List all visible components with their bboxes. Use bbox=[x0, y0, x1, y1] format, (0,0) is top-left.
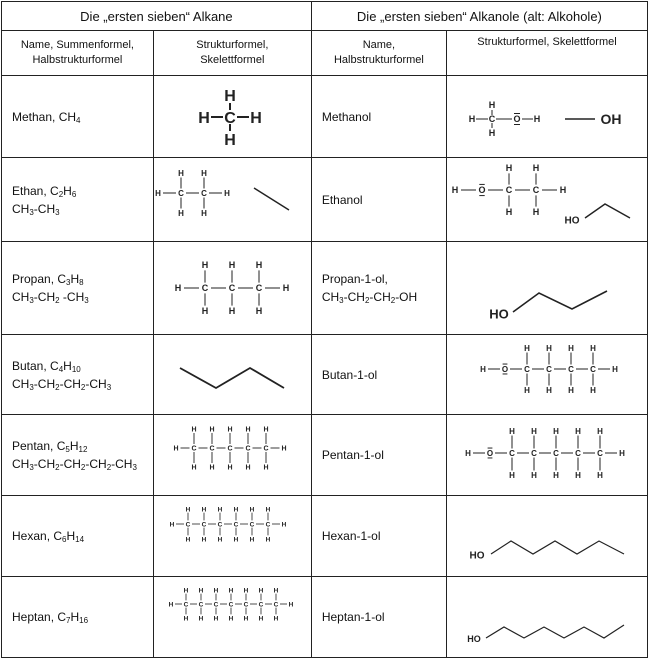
hydrogen-atom: H bbox=[281, 445, 287, 453]
hydrogen-atom: H bbox=[480, 364, 486, 374]
hydrogen-atom: H bbox=[201, 506, 207, 514]
table-row bbox=[2, 577, 648, 658]
alkane-name-col-header: Name, Summenformel, Halbstrukturformel bbox=[2, 31, 154, 76]
hydrogen-atom: H bbox=[505, 206, 513, 217]
molecular-formula: Pentan, $C_5H_{12}$ bbox=[12, 439, 88, 454]
hydrogen-atom: H bbox=[263, 464, 269, 472]
molecular-formula: Hexan, $C_6H_{14}$ bbox=[12, 529, 85, 544]
carbon-atom: C bbox=[255, 283, 263, 294]
hydrogen-atom: H bbox=[168, 601, 174, 609]
alkanol-name-cell bbox=[311, 158, 446, 242]
hydrogen-atom: H bbox=[185, 506, 191, 514]
carbon-atom: C bbox=[488, 113, 496, 124]
hydrogen-atom: H bbox=[273, 587, 279, 595]
carbon-atom: C bbox=[213, 601, 219, 609]
skeletal-formula bbox=[585, 204, 630, 218]
hydrogen-atom: H bbox=[546, 343, 552, 353]
hydrogen-atom: H bbox=[531, 426, 537, 436]
alkane-structure-col-header: Strukturformel, Skelettformel bbox=[153, 31, 311, 76]
alkane-structure-cell bbox=[153, 242, 311, 335]
hydroxyl-group: HO bbox=[469, 550, 485, 562]
hydrogen-atom: H bbox=[185, 536, 191, 544]
carbon-atom: C bbox=[228, 283, 236, 294]
alkane-structure-cell bbox=[153, 335, 311, 415]
hydrogen-atom: H bbox=[209, 426, 215, 434]
molecular-formula: Ethan, $C_2H_6$ bbox=[12, 183, 77, 199]
molecular-formula: Methan, $CH_4$ bbox=[12, 109, 81, 125]
alkanol-name-cell bbox=[311, 76, 446, 158]
hydrogen-atom: H bbox=[154, 188, 161, 198]
oxygen-atom: O bbox=[486, 448, 494, 458]
alkanol-name-cell bbox=[311, 496, 446, 577]
carbon-atom: C bbox=[183, 601, 189, 609]
hydrogen-atom: H bbox=[174, 283, 182, 294]
alkanol-name: Heptan-1-ol bbox=[321, 610, 385, 624]
alkanol-structure-cell bbox=[446, 415, 647, 496]
carbon-atom: C bbox=[245, 445, 251, 453]
alkanol-structure-col-header: Strukturformel, Skelettformel bbox=[446, 31, 647, 76]
alkane-name-cell bbox=[2, 158, 154, 242]
hydrogen-atom: H bbox=[509, 426, 515, 436]
molecular-formula: Heptan, $C_7H_{16}$ bbox=[12, 610, 89, 625]
molecule-drawing bbox=[154, 577, 311, 657]
alkanol-name-cell bbox=[311, 577, 446, 658]
hydrogen-atom: H bbox=[258, 615, 264, 623]
carbon-atom: C bbox=[568, 364, 574, 374]
hydrogen-atom: H bbox=[532, 162, 540, 173]
hydrogen-atom: H bbox=[227, 426, 233, 434]
carbon-atom: C bbox=[546, 364, 552, 374]
alkanol-name-col-header: Name, Halbstrukturformel bbox=[311, 31, 446, 76]
alkane-structure-cell bbox=[153, 577, 311, 658]
hydrogen-atom: H bbox=[249, 536, 255, 544]
molecule-drawing bbox=[447, 160, 647, 240]
hydrogen-atom: H bbox=[223, 188, 230, 198]
hydrogen-atom: H bbox=[468, 113, 476, 124]
hydrogen-atom: H bbox=[531, 470, 537, 480]
hydrogen-atom: H bbox=[177, 168, 184, 178]
carbon-atom: C bbox=[201, 283, 209, 294]
semi-structural-formula: $CH_3-CH_2-CH_2-OH$ bbox=[321, 290, 418, 305]
carbon-atom: C bbox=[524, 364, 530, 374]
carbon-atom: C bbox=[553, 448, 559, 458]
alkanol-name: Propan-1-ol, bbox=[321, 272, 388, 286]
carbon-atom: C bbox=[191, 445, 197, 453]
molecule-drawing bbox=[154, 243, 311, 333]
molecule-drawing bbox=[154, 336, 311, 414]
hydrogen-atom: H bbox=[201, 306, 209, 317]
hydrogen-atom: H bbox=[227, 464, 233, 472]
hydrogen-atom: H bbox=[217, 536, 223, 544]
hydrogen-atom: H bbox=[198, 587, 204, 595]
table-row bbox=[2, 415, 648, 496]
hydrogen-atom: H bbox=[533, 113, 541, 124]
hydrogen-atom: H bbox=[245, 426, 251, 434]
alkanol-structure-cell bbox=[446, 496, 647, 577]
alkane-structure-cell bbox=[153, 415, 311, 496]
hydrogen-atom: H bbox=[451, 184, 459, 195]
hydrogen-atom: H bbox=[488, 99, 496, 110]
hydrogen-atom: H bbox=[524, 343, 530, 353]
skeletal-formula bbox=[180, 368, 284, 388]
alkanol-structure-cell bbox=[446, 76, 647, 158]
hydrogen-atom: H bbox=[198, 109, 210, 127]
alkanol-structure-cell bbox=[446, 577, 647, 658]
alkanol-name-cell bbox=[311, 335, 446, 415]
hydrogen-atom: H bbox=[553, 470, 559, 480]
carbon-atom: C bbox=[590, 364, 596, 374]
hydrogen-atom: H bbox=[281, 521, 287, 529]
molecule-drawing bbox=[447, 77, 647, 157]
alkane-structure-cell bbox=[153, 158, 311, 242]
skeletal-formula bbox=[254, 188, 289, 210]
oxygen-atom: O bbox=[501, 364, 509, 374]
semi-structural-formula: $CH_3-CH_2$ $-CH_3$ bbox=[12, 290, 89, 305]
hydrogen-atom: H bbox=[263, 426, 269, 434]
hydrogen-atom: H bbox=[228, 306, 236, 317]
carbon-atom: C bbox=[265, 521, 271, 529]
hydrogen-atom: H bbox=[255, 260, 263, 271]
hydrogen-atom: H bbox=[590, 343, 596, 353]
molecule-drawing bbox=[447, 577, 647, 657]
hydrogen-atom: H bbox=[568, 385, 574, 395]
molecule-drawing bbox=[447, 336, 647, 414]
molecular-formula: Propan, $C_3H_8$ bbox=[12, 272, 84, 287]
hydrogen-atom: H bbox=[201, 536, 207, 544]
hydrogen-atom: H bbox=[213, 587, 219, 595]
alkane-name-cell bbox=[2, 76, 154, 158]
molecular-formula: Butan, $C_4H_{10}$ bbox=[12, 358, 81, 374]
semi-structural-formula: $CH_3-CH_2-CH_2-CH_3$ bbox=[12, 376, 112, 392]
table-row bbox=[2, 76, 648, 158]
alkane-name-cell bbox=[2, 496, 154, 577]
carbon-atom: C bbox=[177, 188, 184, 198]
carbon-atom: C bbox=[243, 601, 249, 609]
hydrogen-atom: H bbox=[201, 260, 209, 271]
carbon-atom: C bbox=[209, 445, 215, 453]
table-row bbox=[2, 242, 648, 335]
hydrogen-atom: H bbox=[575, 426, 581, 436]
hydroxyl-group: HO bbox=[564, 215, 580, 227]
molecule-drawing bbox=[154, 415, 311, 495]
hydrogen-atom: H bbox=[233, 506, 239, 514]
hydrogen-atom: H bbox=[559, 184, 567, 195]
hydrogen-atom: H bbox=[173, 445, 179, 453]
skeletal-formula bbox=[491, 541, 624, 554]
hydrogen-atom: H bbox=[249, 506, 255, 514]
oxygen-atom: O bbox=[478, 184, 486, 195]
carbon-atom: C bbox=[233, 521, 239, 529]
carbon-atom: C bbox=[532, 184, 540, 195]
alkanol-name-cell bbox=[311, 415, 446, 496]
table-row bbox=[2, 335, 648, 415]
alkane-name-cell bbox=[2, 242, 154, 335]
oxygen-atom: O bbox=[513, 113, 521, 124]
hydrogen-atom: H bbox=[265, 506, 271, 514]
hydroxyl-group: OH bbox=[600, 110, 622, 127]
hydrogen-atom: H bbox=[169, 521, 175, 529]
hydrogen-atom: H bbox=[590, 385, 596, 395]
molecule-drawing bbox=[447, 415, 647, 495]
carbon-atom: C bbox=[258, 601, 264, 609]
alkane-name-cell bbox=[2, 415, 154, 496]
hydrogen-atom: H bbox=[546, 385, 552, 395]
hydrogen-atom: H bbox=[183, 587, 189, 595]
hydrogen-atom: H bbox=[200, 168, 207, 178]
molecule-drawing bbox=[447, 243, 647, 333]
alkanes-header: Die „ersten sieben“ Alkane bbox=[2, 2, 312, 31]
hydrogen-atom: H bbox=[250, 109, 262, 127]
hydrogen-atom: H bbox=[524, 385, 530, 395]
semi-structural-formula: $CH_3-CH_2-CH_2-CH_2-CH_3$ bbox=[12, 457, 137, 472]
table-row bbox=[2, 496, 648, 577]
carbon-atom: C bbox=[263, 445, 269, 453]
hydrogen-atom: H bbox=[224, 131, 236, 149]
hydrogen-atom: H bbox=[209, 464, 215, 472]
hydrogen-atom: H bbox=[177, 208, 184, 218]
alkane-alkanol-table bbox=[1, 1, 648, 658]
hydrogen-atom: H bbox=[198, 615, 204, 623]
hydrogen-atom: H bbox=[224, 87, 236, 105]
hydrogen-atom: H bbox=[228, 260, 236, 271]
carbon-atom: C bbox=[227, 445, 233, 453]
hydrogen-atom: H bbox=[273, 615, 279, 623]
hydrogen-atom: H bbox=[619, 448, 625, 458]
molecule-drawing bbox=[154, 160, 311, 240]
alkanol-name-cell bbox=[311, 242, 446, 335]
carbon-atom: C bbox=[597, 448, 603, 458]
carbon-atom: C bbox=[575, 448, 581, 458]
hydrogen-atom: H bbox=[243, 615, 249, 623]
hydrogen-atom: H bbox=[258, 587, 264, 595]
alkane-structure-cell bbox=[153, 76, 311, 158]
alkane-structure-cell bbox=[153, 496, 311, 577]
alkanols-header: Die „ersten sieben“ Alkanole (alt: Alkohole) bbox=[311, 2, 647, 31]
carbon-atom: C bbox=[273, 601, 279, 609]
carbon-atom: C bbox=[201, 521, 207, 529]
hydrogen-atom: H bbox=[612, 364, 618, 374]
hydrogen-atom: H bbox=[465, 448, 471, 458]
hydrogen-atom: H bbox=[265, 536, 271, 544]
alkanol-name: Hexan-1-ol bbox=[321, 529, 381, 543]
hydrogen-atom: H bbox=[282, 283, 290, 294]
molecule-drawing bbox=[154, 496, 311, 576]
table-row bbox=[2, 158, 648, 242]
carbon-atom: C bbox=[200, 188, 207, 198]
hydrogen-atom: H bbox=[568, 343, 574, 353]
hydrogen-atom: H bbox=[288, 601, 294, 609]
carbon-atom: C bbox=[505, 184, 513, 195]
hydrogen-atom: H bbox=[505, 162, 513, 173]
hydrogen-atom: H bbox=[245, 464, 251, 472]
molecule-drawing bbox=[447, 496, 647, 576]
semi-structural-formula: $CH_3-CH_3$ bbox=[12, 201, 60, 217]
hydrogen-atom: H bbox=[183, 615, 189, 623]
hydrogen-atom: H bbox=[509, 470, 515, 480]
skeletal-formula bbox=[513, 291, 607, 312]
hydrogen-atom: H bbox=[233, 536, 239, 544]
alkanol-name: Butan-1-ol bbox=[321, 367, 378, 382]
alkanol-structure-cell bbox=[446, 335, 647, 415]
hydrogen-atom: H bbox=[213, 615, 219, 623]
hydroxyl-group: HO bbox=[489, 306, 509, 322]
alkanol-name: Pentan-1-ol bbox=[321, 448, 384, 462]
hydrogen-atom: H bbox=[243, 587, 249, 595]
carbon-atom: C bbox=[224, 109, 236, 127]
carbon-atom: C bbox=[249, 521, 255, 529]
carbon-atom: C bbox=[531, 448, 537, 458]
hydrogen-atom: H bbox=[553, 426, 559, 436]
hydrogen-atom: H bbox=[597, 470, 603, 480]
hydroxyl-group: HO bbox=[467, 634, 481, 645]
hydrogen-atom: H bbox=[575, 470, 581, 480]
molecule-drawing bbox=[154, 77, 311, 157]
hydrogen-atom: H bbox=[191, 426, 197, 434]
carbon-atom: C bbox=[509, 448, 515, 458]
alkane-name-cell bbox=[2, 335, 154, 415]
alkanol-structure-cell bbox=[446, 242, 647, 335]
carbon-atom: C bbox=[198, 601, 204, 609]
hydrogen-atom: H bbox=[228, 587, 234, 595]
carbon-atom: C bbox=[228, 601, 234, 609]
hydrogen-atom: H bbox=[200, 208, 207, 218]
carbon-atom: C bbox=[217, 521, 223, 529]
alkanol-structure-cell bbox=[446, 158, 647, 242]
alkanol-name: Ethanol bbox=[321, 192, 363, 207]
skeletal-formula bbox=[486, 625, 624, 638]
alkane-name-cell bbox=[2, 577, 154, 658]
hydrogen-atom: H bbox=[228, 615, 234, 623]
hydrogen-atom: H bbox=[217, 506, 223, 514]
alkanol-name: Methanol bbox=[321, 109, 372, 124]
hydrogen-atom: H bbox=[255, 306, 263, 317]
hydrogen-atom: H bbox=[532, 206, 540, 217]
hydrogen-atom: H bbox=[488, 127, 496, 138]
hydrogen-atom: H bbox=[191, 464, 197, 472]
carbon-atom: C bbox=[185, 521, 191, 529]
hydrogen-atom: H bbox=[597, 426, 603, 436]
